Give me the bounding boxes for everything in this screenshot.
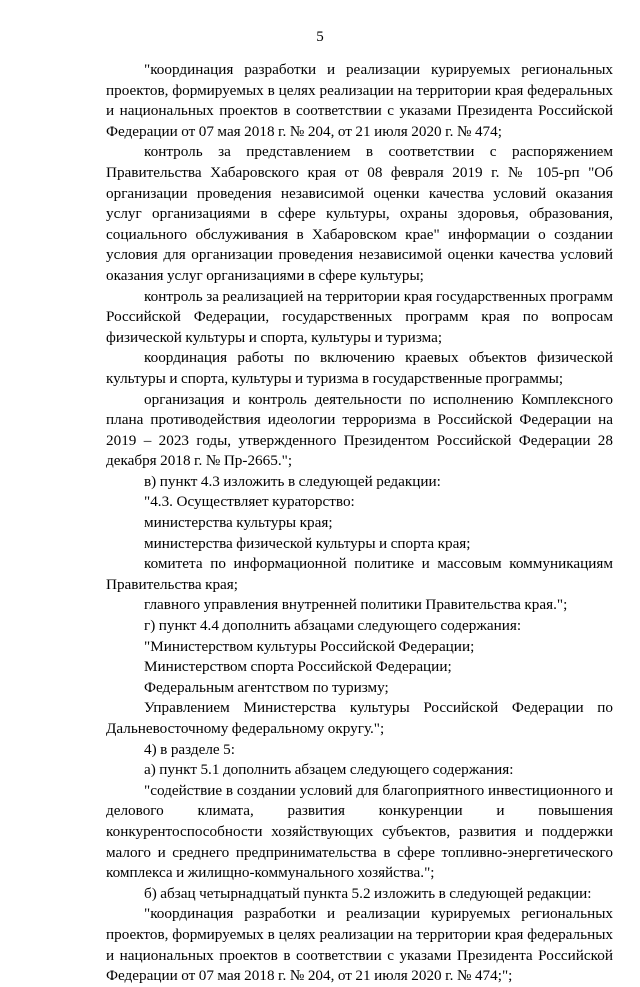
paragraph: а) пункт 5.1 дополнить абзацем следующего содержания: [144, 761, 514, 779]
paragraph: комитета по информационной политике и массовым коммуникациям Правительства края; [106, 555, 613, 593]
paragraph: контроль за реализацией на территории края государственных программ Российской Федерации, государственных программ края по вопросам физической культуры и спорта, культуры и туризма; [106, 287, 613, 346]
paragraph: г) пункт 4.4 дополнить абзацами следующего содержания: [144, 617, 522, 635]
paragraph: министерства культуры края; [144, 514, 333, 532]
paragraph: "4.3. Осуществляет кураторство: [144, 493, 355, 511]
paragraph: "координация разработки и реализации курируемых региональных проектов, формируемых в целях реализации на территории края федеральных и национальных проектов в соответствии с указами Президента Российской Федерации от 07 мая 2018 г. № 204, от 21 июля 2020 г. № 474; [106, 61, 613, 140]
paragraph: "содействие в создании условий для благоприятного инвестиционного и делового климата, развития конкуренции и повышения конкурентоспособности хозяйствующих субъектов, развития и поддержки малого и среднего предпринимательства в сфере топливно-энергетического комплекса и жилищно-коммунального хозяйства."; [106, 781, 613, 882]
paragraph: Федеральным агентством по туризму; [144, 678, 389, 696]
paragraph: "координация разработки и реализации курируемых региональных проектов, формируемых в целях реализации на территории края федеральных и национальных проектов в соответствии с указами Президента Российской Федерации от 07 мая 2018 г. № 204, от 21 июля 2020 г. № 474;"; [106, 905, 613, 985]
document-body [106, 60, 613, 987]
paragraph: координация работы по включению краевых объектов физической культуры и спорта, культуры и туризма в государственные программы; [106, 349, 613, 387]
paragraph: главного управления внутренней политики Правительства края."; [144, 596, 568, 614]
page-number: 5 [316, 29, 324, 45]
paragraph: в) пункт 4.3 изложить в следующей редакции: [144, 472, 441, 490]
paragraph: 4) в разделе 5: [144, 740, 235, 758]
paragraph: Управлением Министерства культуры Российской Федерации по Дальневосточному федеральному округу."; [106, 699, 613, 737]
paragraph: контроль за представлением в соответствии с распоряжением Правительства Хабаровского края от 08 февраля 2019 г. № 105-рп "Об организации проведения независимой оценки качества условий оказания услуг организациями в сфере культуры, охраны здоровья, образования, социального обслуживания в Хабаровском крае" информации о создании условия для организации проведения независимой оценки качества условий оказания услуг организациями в сфере культуры; [106, 143, 613, 284]
paragraph: организация и контроль деятельности по исполнению Комплексного плана противодействия идеологии терроризма в Российской Федерации на 2019 – 2023 годы, утвержденного Президентом Российской Федерации 28 декабря 2018 г. № Пр-2665."; [106, 390, 613, 470]
paragraph: б) абзац четырнадцатый пункта 5.2 изложить в следующей редакции: [144, 884, 592, 902]
paragraph: Министерством спорта Российской Федерации; [144, 658, 452, 676]
paragraph: "Министерством культуры Российской Федерации; [144, 637, 475, 655]
paragraph: министерства физической культуры и спорта края; [144, 534, 471, 552]
